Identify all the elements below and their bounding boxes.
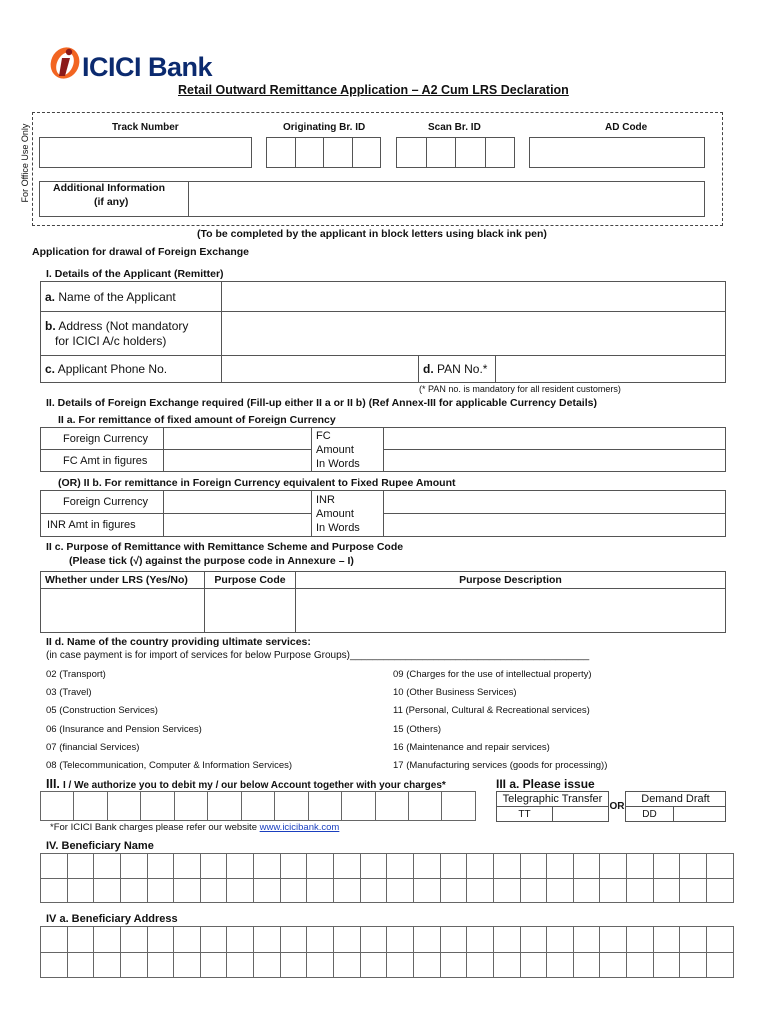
dd-label: Demand Draft	[626, 792, 726, 807]
phone-label-cell: c. Applicant Phone No.	[41, 356, 222, 383]
section3-title: III. I / We authorize you to debit my / our below Account together with your charges*	[46, 777, 446, 791]
charges-note: *For ICICI Bank charges please refer our website www.icicibank.com	[50, 822, 340, 833]
iia-currency-label: Foreign Currency	[41, 428, 164, 450]
additional-info-sub: (if any)	[94, 196, 129, 208]
group-item: 07 (financial Services)	[46, 741, 140, 753]
fixed-inr-table	[40, 490, 726, 537]
additional-info-divider	[188, 181, 189, 217]
track-number-input[interactable]	[39, 137, 252, 168]
purpose-table	[40, 571, 726, 633]
iib-words-input-1[interactable]	[384, 491, 726, 514]
dd-code: DD	[626, 807, 674, 822]
beneficiary-name-grid[interactable]	[40, 853, 734, 903]
originating-br-id-input[interactable]	[266, 137, 381, 168]
group-item: 10 (Other Business Services)	[393, 687, 517, 699]
iib-currency-input[interactable]	[164, 491, 312, 514]
group-item: 05 (Construction Services)	[46, 705, 158, 717]
iib-words-label: INR Amount In Words	[312, 491, 384, 537]
form-title: Retail Outward Remittance Application – A2 Cum LRS Declaration	[178, 83, 569, 97]
iia-words-label: FC Amount In Words	[312, 428, 384, 472]
fixed-fc-table	[40, 427, 726, 472]
section2a-title: II a. For remittance of fixed amount of Foreign Currency	[58, 414, 336, 426]
iia-currency-input[interactable]	[164, 428, 312, 450]
group-item: 09 (Charges for the use of intellectual property)	[393, 669, 592, 680]
iia-words-input-1[interactable]	[384, 428, 726, 450]
lrs-input[interactable]	[41, 589, 205, 633]
dd-checkbox[interactable]	[674, 807, 726, 822]
ad-code-label: AD Code	[605, 122, 648, 133]
section2b-title: (OR) II b. For remittance in Foreign Currency equivalent to Fixed Rupee Amount	[58, 477, 456, 489]
section1-title: I. Details of the Applicant (Remitter)	[46, 268, 224, 280]
group-item: 08 (Telecommunication, Computer & Information Services)	[46, 760, 293, 772]
applicant-address-input[interactable]	[222, 312, 726, 356]
group-item: 11 (Personal, Cultural & Recreational services)	[393, 705, 590, 717]
iib-currency-label: Foreign Currency	[41, 491, 164, 514]
iib-words-input-2[interactable]	[384, 514, 726, 537]
pan-label-cell: d. PAN No.*	[419, 356, 496, 383]
iia-amt-label: FC Amt in figures	[41, 450, 164, 472]
group-item: 17 (Manufacturing services (goods for processing))	[393, 760, 608, 772]
group-item: 03 (Travel)	[46, 687, 92, 699]
section2c-title: II c. Purpose of Remittance with Remittance Scheme and Purpose Code	[46, 541, 404, 553]
tt-label: Telegraphic Transfer	[497, 792, 609, 807]
section2d-title: II d. Name of the country providing ultimate services:	[46, 636, 311, 648]
col-code-header: Purpose Code	[205, 572, 296, 589]
additional-info-input[interactable]	[190, 183, 703, 215]
website-link[interactable]: www.icicibank.com	[259, 822, 340, 833]
tt-checkbox[interactable]	[553, 807, 609, 822]
office-use-label: For Office Use Only	[20, 123, 30, 203]
purpose-desc-input[interactable]	[296, 589, 726, 633]
purpose-groups-right	[393, 666, 607, 775]
iib-amt-label: INR Amt in figures	[41, 514, 164, 537]
tt-code: TT	[497, 807, 553, 822]
applicant-details-table	[40, 281, 726, 383]
iib-amt-input[interactable]	[164, 514, 312, 537]
section4a-title: IV a. Beneficiary Address	[46, 913, 178, 925]
address-label-cell: b. Address (Not mandatory for ICICI A/c holders)	[41, 312, 222, 356]
scan-br-id-label: Scan Br. ID	[428, 122, 481, 133]
col-lrs-header: Whether under LRS (Yes/No)	[41, 572, 205, 589]
name-label-cell: a. Name of the Applicant	[41, 282, 222, 312]
issue-mode-table	[496, 791, 726, 822]
group-item: 15 (Others)	[393, 723, 442, 735]
section2c-sub: (Please tick (√) against the purpose code in Annexure – I)	[69, 555, 354, 567]
group-item: 16 (Maintenance and repair services)	[393, 741, 550, 753]
iia-amt-input[interactable]	[164, 450, 312, 472]
applicant-name-input[interactable]	[222, 282, 726, 312]
purpose-code-input[interactable]	[205, 589, 296, 633]
section4-title: IV. Beneficiary Name	[46, 840, 154, 852]
additional-info-label: Additional Information	[53, 182, 165, 194]
instruction-text: (To be completed by the applicant in block letters using black ink pen)	[197, 228, 547, 240]
account-number-grid[interactable]	[40, 791, 476, 821]
application-heading: Application for drawal of Foreign Exchange	[32, 246, 250, 258]
section2-title: II. Details of Foreign Exchange required (Fill-up either II a or II b) (Ref Annex-III for applicable Currency Details)	[46, 397, 597, 409]
section2d-sub: (in case payment is for import of services for below Purpose Groups)___________________________________________	[46, 650, 590, 661]
ad-code-input[interactable]	[529, 137, 705, 168]
track-number-label: Track Number	[112, 122, 179, 133]
applicant-phone-input[interactable]	[222, 356, 419, 383]
or-label: OR	[609, 792, 626, 822]
purpose-groups-left	[46, 666, 292, 775]
col-desc-header: Purpose Description	[296, 572, 726, 589]
section3a-title: III a. Please issue	[496, 777, 595, 791]
group-item: 06 (Insurance and Pension Services)	[46, 723, 202, 735]
iia-words-input-2[interactable]	[384, 450, 726, 472]
bank-name: ICICI Bank	[82, 52, 213, 82]
pan-input[interactable]	[496, 356, 726, 383]
icici-logo-icon	[48, 44, 82, 82]
pan-note: (* PAN no. is mandatory for all resident customers)	[419, 384, 621, 394]
group-item: 02 (Transport)	[46, 669, 106, 680]
beneficiary-address-grid[interactable]	[40, 926, 734, 978]
bank-logo	[48, 44, 238, 84]
scan-br-id-input[interactable]	[396, 137, 515, 168]
originating-br-id-label: Originating Br. ID	[283, 122, 366, 133]
